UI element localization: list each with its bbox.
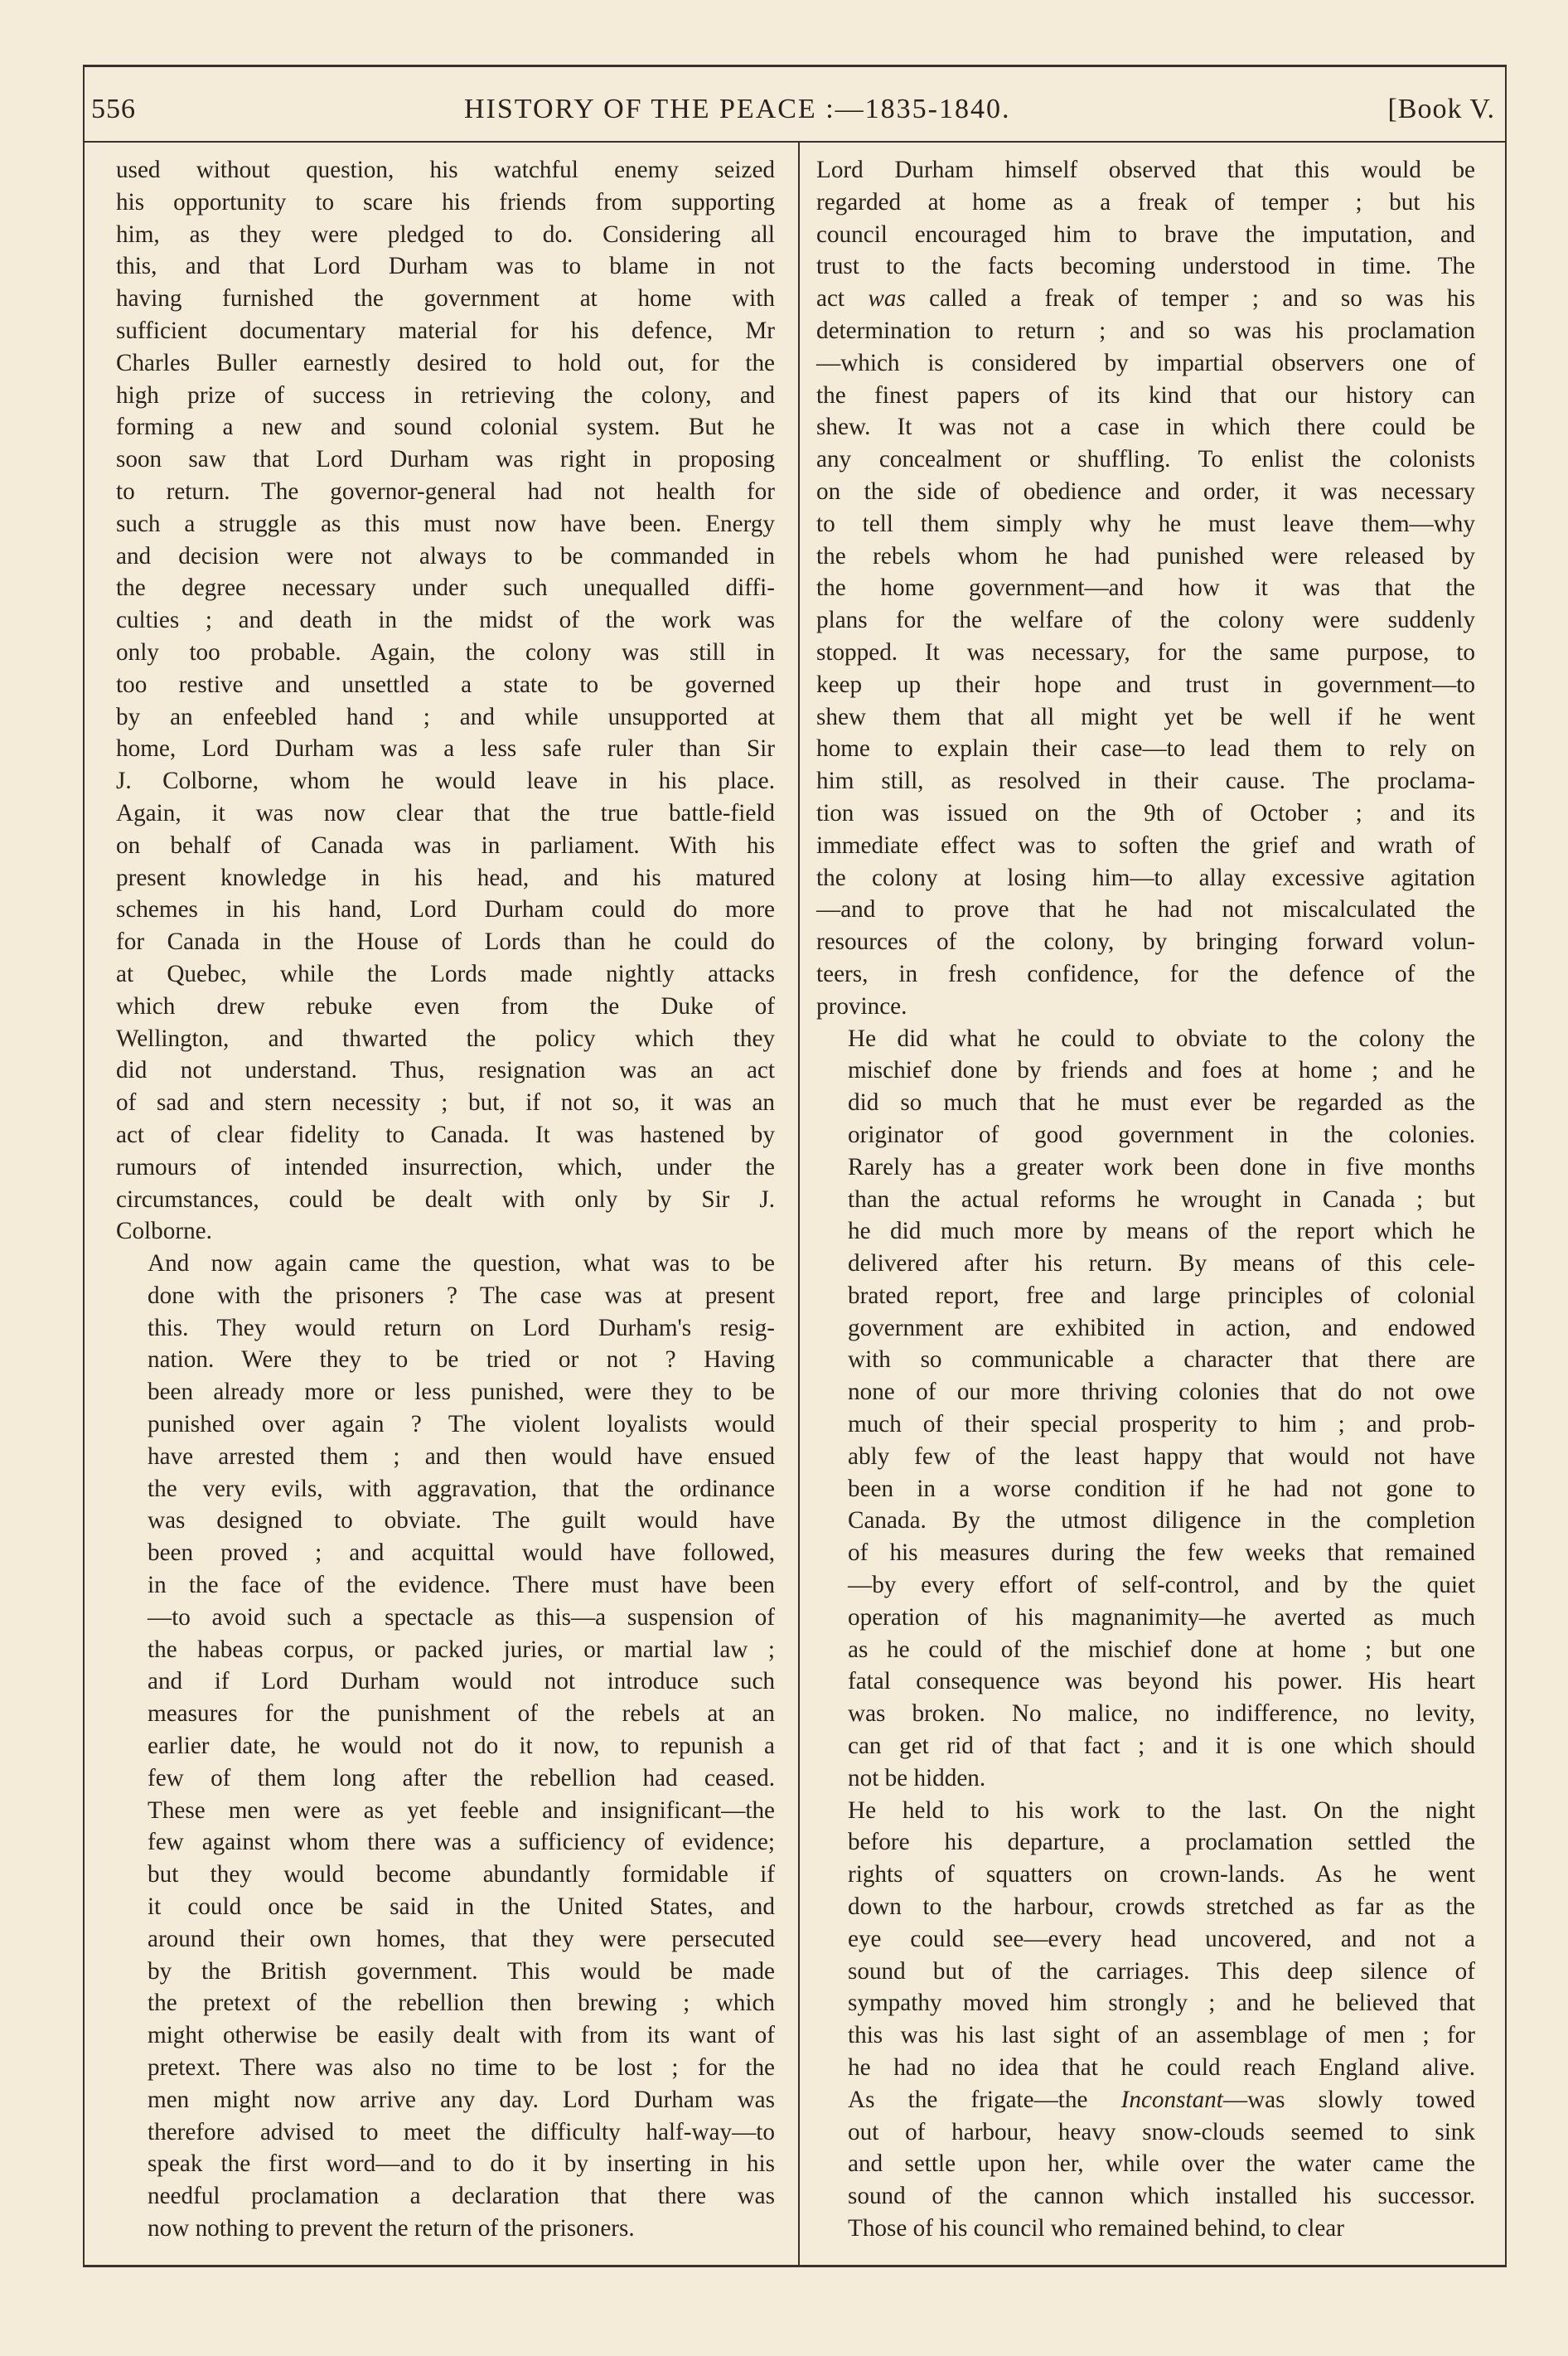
text-line: men might now arrive any day. Lord Durham was: [148, 2086, 775, 2113]
text-line: —by every effort of self-control, and by the quiet: [848, 1572, 1475, 1599]
running-title: HISTORY OF THE PEACE :—1835-1840.: [464, 94, 1011, 124]
text-line: been already more or less punished, were they to be: [148, 1379, 775, 1406]
text-line: soon saw that Lord Durham was right in proposing: [116, 446, 775, 473]
text-line: used without question, his watchful enemy seized: [116, 157, 775, 183]
right-text-column: [816, 154, 1475, 2245]
column-divider: [798, 143, 800, 2265]
text-line: rights of squatters on crown-lands. As he went: [848, 1861, 1475, 1888]
text-line: on behalf of Canada was in parliament. With his: [116, 831, 775, 859]
text-line: operation of his magnanimity—he averted as much: [848, 1603, 1475, 1631]
text-line: of his measures during the few weeks that remained: [848, 1539, 1475, 1567]
text-line: the degree necessary under such unequalled diffi-: [116, 574, 775, 602]
text-line: —and to prove that he had not miscalculated the: [816, 896, 1475, 923]
text-line: the rebels whom he had punished were released by: [816, 542, 1475, 570]
paragraph: [816, 1795, 1475, 2245]
page-number: 556: [91, 94, 136, 124]
text-line: too restive and unsettled a state to be governed: [116, 671, 775, 698]
left-text-column: [116, 154, 775, 2245]
text-line: this was his last sight of an assemblage of men ; for: [848, 2022, 1475, 2049]
text-line: with so communicable a character that there are: [848, 1346, 1475, 1374]
text-line: schemes in his hand, Lord Durham could do more: [116, 896, 775, 923]
text-line: circumstances, could be dealt with only by Sir J.: [116, 1185, 775, 1213]
text-line: might otherwise be easily dealt with from its want of: [148, 2022, 775, 2049]
text-line: sound of the cannon which installed his successor.: [848, 2183, 1475, 2210]
text-line: around their own homes, that they were persecuted: [148, 1925, 775, 1952]
text-line: He did what he could to obviate to the colony the: [848, 1025, 1475, 1052]
text-line: earlier date, he would not do it now, to repunish a: [148, 1733, 775, 1760]
text-line: home to explain their case—to lead them to rely on: [816, 735, 1475, 763]
text-line: he had no idea that he could reach England alive.: [848, 2054, 1475, 2082]
text-line: did not understand. Thus, resignation was an act: [116, 1057, 775, 1084]
text-line: present knowledge in his head, and his matured: [116, 864, 775, 891]
text-line: tion was issued on the 9th of October ; and its: [816, 799, 1475, 827]
text-line: ably few of the least happy that would not have: [848, 1442, 1475, 1470]
text-line: few of them long after the rebellion had ceased.: [148, 1764, 775, 1791]
text-line: Lord Durham himself observed that this would be: [816, 157, 1475, 183]
text-line: culties ; and death in the midst of the work was: [116, 607, 775, 634]
text-line: sound but of the carriages. This deep silence of: [848, 1957, 1475, 1985]
text-line: He held to his work to the last. On the night: [848, 1796, 1475, 1824]
top-border-rule: [83, 65, 1507, 67]
text-line: teers, in fresh confidence, for the defence of the: [816, 960, 1475, 987]
text-line: him still, as resolved in their cause. The proclama-: [816, 768, 1475, 795]
paragraph: [116, 154, 775, 1248]
text-line: regarded at home as a freak of temper ; but his: [816, 188, 1475, 216]
text-line: the colony at losing him—to allay excessive agitation: [816, 864, 1475, 891]
text-line: can get rid of that fact ; and it is one which should: [848, 1733, 1475, 1760]
text-line: rumours of intended insurrection, which, under the: [116, 1153, 775, 1180]
text-line: of sad and stern necessity ; but, if not so, it was an: [116, 1089, 775, 1117]
text-line: have arrested them ; and then would have ensued: [148, 1442, 775, 1470]
bottom-border-rule: [83, 2265, 1507, 2267]
text-line: which drew rebuke even from the Duke of: [116, 992, 775, 1020]
text-line: on the side of obedience and order, it was necessary: [816, 478, 1475, 505]
text-line: plans for the welfare of the colony were suddenly: [816, 607, 1475, 634]
text-line: act of clear fidelity to Canada. It was hastened by: [116, 1121, 775, 1148]
text-line: at Quebec, while the Lords made nightly attacks: [116, 960, 775, 987]
text-line: was broken. No malice, no indifference, no levity,: [848, 1700, 1475, 1728]
text-line: needful proclamation a declaration that there was: [148, 2183, 775, 2210]
text-line: As the frigate—the Inconstant—was slowly towed: [848, 2086, 1475, 2113]
text-line: only too probable. Again, the colony was still in: [116, 638, 775, 666]
text-line: forming a new and sound colonial system. But he: [116, 414, 775, 441]
text-line: few against whom there was a sufficiency of evidence;: [148, 1829, 775, 1856]
text-line: Wellington, and thwarted the policy which they: [116, 1025, 775, 1052]
text-line: therefore advised to meet the difficulty half-way—to: [148, 2118, 775, 2145]
text-line: not be hidden.: [848, 1764, 986, 1791]
text-line: mischief done by friends and foes at home ; and he: [848, 1057, 1475, 1084]
text-line: province.: [816, 992, 907, 1020]
text-line: J. Colborne, whom he would leave in his place.: [116, 768, 775, 795]
text-line: his opportunity to scare his friends from supporting: [116, 188, 775, 216]
text-line: but they would become abundantly formidable if: [148, 1861, 775, 1888]
text-line: —to avoid such a spectacle as this—a suspension of: [148, 1603, 775, 1631]
text-line: in the face of the evidence. There must have been: [148, 1572, 775, 1599]
text-line: any concealment or shuffling. To enlist the colonists: [816, 446, 1475, 473]
text-line: speak the first word—and to do it by inserting in his: [148, 2150, 775, 2178]
text-line: done with the prisoners ? The case was at present: [148, 1282, 775, 1309]
text-line: before his departure, a proclamation settled the: [848, 1829, 1475, 1856]
text-line: measures for the punishment of the rebels at an: [148, 1700, 775, 1728]
text-line: been proved ; and acquittal would have followed,: [148, 1539, 775, 1567]
text-line: down to the harbour, crowds stretched as far as the: [848, 1893, 1475, 1921]
text-line: sufficient documentary material for his defence, Mr: [116, 317, 775, 344]
text-line: to return. The governor-general had not health for: [116, 478, 775, 505]
text-line: much of their special prosperity to him ; and prob-: [848, 1411, 1475, 1438]
text-line: to tell them simply why he must leave them—why: [816, 510, 1475, 537]
book-label: [Book V.: [1387, 94, 1495, 124]
text-line: by an enfeebled hand ; and while unsupported at: [116, 703, 775, 730]
text-line: determination to return ; and so was his proclamation: [816, 317, 1475, 344]
text-line: having furnished the government at home with: [116, 285, 775, 313]
text-line: Those of his council who remained behind, to clear: [848, 2215, 1344, 2242]
text-line: shew them that all might yet be well if he went: [816, 703, 1475, 730]
text-line: this. They would return on Lord Durham's resig-: [148, 1314, 775, 1341]
text-line: by the British government. This would be made: [148, 1957, 775, 1985]
text-line: council encouraged him to brave the imputation, and: [816, 221, 1475, 248]
text-line: Colborne.: [116, 1218, 212, 1245]
text-line: high prize of success in retrieving the colony, and: [116, 381, 775, 409]
header-rule: [83, 141, 1507, 143]
text-line: punished over again ? The violent loyalists would: [148, 1411, 775, 1438]
text-line: And now again came the question, what was to be: [148, 1250, 775, 1277]
text-line: fatal consequence was beyond his power. His heart: [848, 1668, 1475, 1695]
text-line: immediate effect was to soften the grief and wrath of: [816, 831, 1475, 859]
text-line: out of harbour, heavy snow-clouds seemed to sink: [848, 2118, 1475, 2145]
paragraph: [816, 154, 1475, 1023]
text-line: it could once be said in the United States, and: [148, 1893, 775, 1921]
text-line: did so much that he must ever be regarded as the: [848, 1089, 1475, 1117]
text-line: now nothing to prevent the return of the prisoners.: [148, 2215, 635, 2242]
text-line: than the actual reforms he wrought in Canada ; but: [848, 1185, 1475, 1213]
text-line: and if Lord Durham would not introduce such: [148, 1668, 775, 1695]
text-line: Again, it was now clear that the true battle-field: [116, 799, 775, 827]
text-line: sympathy moved him strongly ; and he believed that: [848, 1990, 1475, 2017]
text-line: was designed to obviate. The guilt would have: [148, 1507, 775, 1534]
text-line: originator of good government in the colonies.: [848, 1121, 1475, 1148]
text-line: trust to the facts becoming understood in time. The: [816, 253, 1475, 280]
text-line: and decision were not always to be commanded in: [116, 542, 775, 570]
text-line: delivered after his return. By means of this cele-: [848, 1250, 1475, 1277]
text-line: shew. It was not a case in which there could be: [816, 414, 1475, 441]
text-line: Rarely has a greater work been done in five months: [848, 1153, 1475, 1180]
text-line: stopped. It was necessary, for the same purpose, to: [816, 638, 1475, 666]
text-line: These men were as yet feeble and insignificant—the: [148, 1796, 775, 1824]
text-line: keep up their hope and trust in government—to: [816, 671, 1475, 698]
left-border-rule: [83, 65, 85, 2267]
text-line: been in a worse condition if he had not gone to: [848, 1475, 1475, 1502]
paragraph: [816, 1023, 1475, 1795]
text-line: Canada. By the utmost diligence in the completion: [848, 1507, 1475, 1534]
text-line: —which is considered by impartial observers one of: [816, 349, 1475, 376]
text-line: he did much more by means of the report which he: [848, 1218, 1475, 1245]
text-line: the pretext of the rebellion then brewing ; which: [148, 1990, 775, 2017]
text-line: as he could of the mischief done at home ; but one: [848, 1636, 1475, 1663]
text-line: Charles Buller earnestly desired to hold out, for the: [116, 349, 775, 376]
paragraph: [116, 1248, 775, 2245]
text-line: act was called a freak of temper ; and so was his: [816, 285, 1475, 313]
text-line: government are exhibited in action, and endowed: [848, 1314, 1475, 1341]
text-line: for Canada in the House of Lords than he could do: [116, 928, 775, 956]
text-line: eye could see—every head uncovered, and not a: [848, 1925, 1475, 1952]
text-line: brated report, free and large principles of colonial: [848, 1282, 1475, 1309]
text-line: home, Lord Durham was a less safe ruler than Sir: [116, 735, 775, 763]
text-line: pretext. There was also no time to be lost ; for the: [148, 2054, 775, 2082]
text-line: none of our more thriving colonies that do not owe: [848, 1379, 1475, 1406]
text-line: such a struggle as this must now have been. Energy: [116, 510, 775, 537]
right-border-rule: [1505, 65, 1507, 2267]
text-line: the habeas corpus, or packed juries, or martial law ;: [148, 1636, 775, 1663]
text-line: the finest papers of its kind that our history can: [816, 381, 1475, 409]
text-line: and settle upon her, while over the water came the: [848, 2150, 1475, 2178]
text-line: nation. Were they to be tried or not ? Having: [148, 1346, 775, 1374]
text-line: him, as they were pledged to do. Considering all: [116, 221, 775, 248]
text-line: resources of the colony, by bringing forward volun-: [816, 928, 1475, 956]
text-line: the very evils, with aggravation, that the ordinance: [148, 1475, 775, 1502]
text-line: the home government—and how it was that the: [816, 574, 1475, 602]
text-line: this, and that Lord Durham was to blame in not: [116, 253, 775, 280]
